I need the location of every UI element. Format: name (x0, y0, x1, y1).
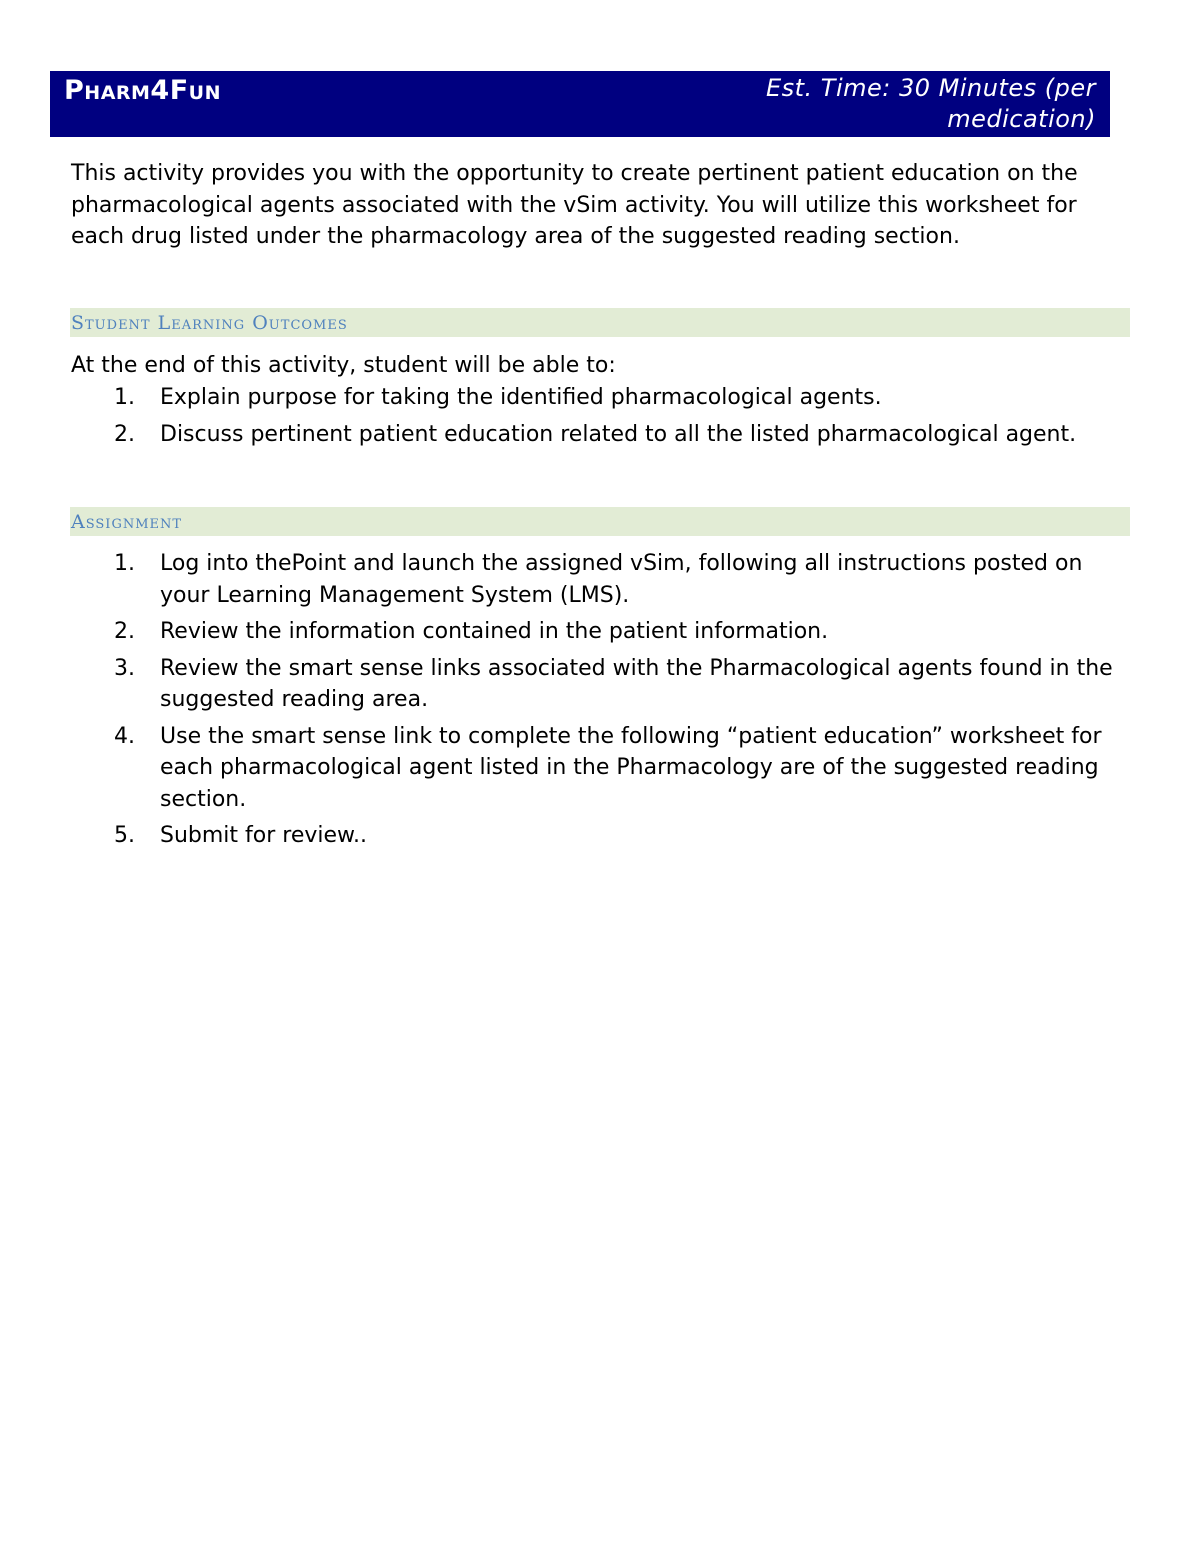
list-text: Explain purpose for taking the identified pharmacological agents. (160, 385, 882, 410)
list-item (71, 548, 1131, 611)
intro-paragraph: This activity provides you with the opportunity to create pertinent patient education on the pharmacological agents associated with the vSim activity. You will utilize this worksheet for each drug listed under the pharmacology area of the suggested reading section. (71, 161, 1078, 249)
outcomes-list (71, 382, 1131, 455)
list-item (71, 382, 1131, 414)
list-number: 4. (114, 723, 135, 749)
list-number: 2. (114, 619, 135, 644)
section-heading-label: Student Learning Outcomes (71, 312, 348, 334)
assignment-list (71, 548, 1131, 857)
list-number: 2. (114, 421, 135, 447)
list-text: Submit for review.. (160, 823, 368, 848)
list-number: 1. (114, 551, 135, 576)
list-item (71, 653, 1131, 716)
list-text: Discuss pertinent patient education related to all the listed pharmacological agent. (160, 421, 1077, 447)
list-item (71, 820, 1131, 852)
section-heading-outcomes (70, 308, 1130, 337)
list-text: Use the smart sense link to complete the following “patient education” worksheet for each pharmacological agent listed in the Pharmacology are of the suggested reading section. (160, 723, 1102, 812)
list-number: 3. (114, 655, 135, 681)
brand-title: Pharm4Fun (64, 75, 221, 106)
list-text: Review the information contained in the patient information. (160, 619, 829, 644)
list-number: 1. (114, 385, 135, 410)
list-text: Log into thePoint and launch the assigned vSim, following all instructions posted on your Learning Management System (LMS). (160, 551, 1083, 608)
section-heading-assignment (70, 507, 1130, 536)
list-item (71, 721, 1131, 816)
list-item (71, 419, 1131, 451)
list-text: Review the smart sense links associated with the Pharmacological agents found in the suggested reading area. (160, 655, 1113, 712)
section-heading-label: Assignment (71, 511, 183, 533)
header-bar (50, 71, 1110, 137)
list-number: 5. (114, 823, 135, 848)
list-item (71, 616, 1131, 648)
estimated-time: Est. Time: 30 Minutes (per medication) (765, 74, 1096, 133)
outcomes-lead: At the end of this activity, student will be able to: (71, 353, 616, 378)
